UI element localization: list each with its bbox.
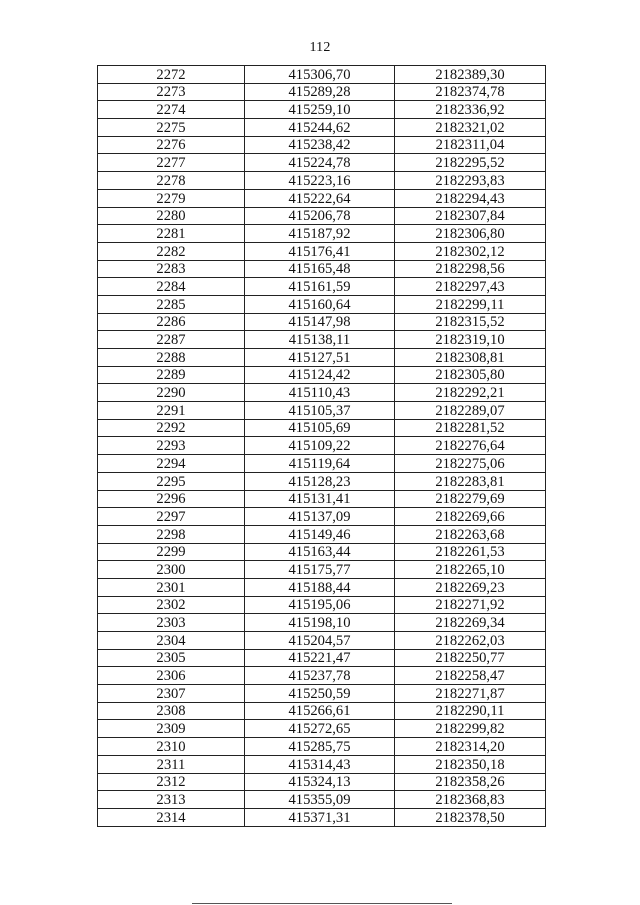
- point-number-cell: 2300: [98, 561, 245, 579]
- coordinates-table-body: [98, 66, 546, 827]
- page-number: 112: [309, 40, 331, 55]
- point-number-cell: 2289: [98, 366, 245, 384]
- table-row: [98, 101, 546, 119]
- bottom-rule: [192, 903, 452, 904]
- point-number-cell: 2307: [98, 685, 245, 703]
- y-coordinate-cell: 2182308,81: [395, 349, 546, 367]
- y-coordinate-cell: 2182276,64: [395, 437, 546, 455]
- x-coordinate-cell: 415371,31: [245, 808, 395, 826]
- x-coordinate-cell: 415160,64: [245, 295, 395, 313]
- y-coordinate-cell: 2182302,12: [395, 242, 546, 260]
- table-row: [98, 189, 546, 207]
- y-coordinate-cell: 2182263,68: [395, 525, 546, 543]
- table-row: [98, 207, 546, 225]
- point-number-cell: 2275: [98, 119, 245, 137]
- point-number-cell: 2297: [98, 508, 245, 526]
- coordinates-table: [97, 65, 546, 827]
- x-coordinate-cell: 415109,22: [245, 437, 395, 455]
- x-coordinate-cell: 415238,42: [245, 136, 395, 154]
- table-row: [98, 366, 546, 384]
- y-coordinate-cell: 2182290,11: [395, 702, 546, 720]
- table-row: [98, 154, 546, 172]
- x-coordinate-cell: 415314,43: [245, 755, 395, 773]
- point-number-cell: 2273: [98, 83, 245, 101]
- x-coordinate-cell: 415163,44: [245, 543, 395, 561]
- y-coordinate-cell: 2182299,82: [395, 720, 546, 738]
- y-coordinate-cell: 2182279,69: [395, 490, 546, 508]
- y-coordinate-cell: 2182262,03: [395, 632, 546, 650]
- point-number-cell: 2292: [98, 419, 245, 437]
- y-coordinate-cell: 2182378,50: [395, 808, 546, 826]
- y-coordinate-cell: 2182289,07: [395, 402, 546, 420]
- table-row: [98, 331, 546, 349]
- x-coordinate-cell: 415105,37: [245, 402, 395, 420]
- x-coordinate-cell: 415237,78: [245, 667, 395, 685]
- x-coordinate-cell: 415165,48: [245, 260, 395, 278]
- table-row: [98, 278, 546, 296]
- point-number-cell: 2304: [98, 632, 245, 650]
- x-coordinate-cell: 415222,64: [245, 189, 395, 207]
- x-coordinate-cell: 415188,44: [245, 578, 395, 596]
- table-row: [98, 455, 546, 473]
- table-row: [98, 490, 546, 508]
- point-number-cell: 2284: [98, 278, 245, 296]
- table-row: [98, 349, 546, 367]
- x-coordinate-cell: 415137,09: [245, 508, 395, 526]
- x-coordinate-cell: 415195,06: [245, 596, 395, 614]
- x-coordinate-cell: 415223,16: [245, 172, 395, 190]
- point-number-cell: 2283: [98, 260, 245, 278]
- point-number-cell: 2298: [98, 525, 245, 543]
- table-row: [98, 578, 546, 596]
- table-row: [98, 773, 546, 791]
- y-coordinate-cell: 2182305,80: [395, 366, 546, 384]
- point-number-cell: 2294: [98, 455, 245, 473]
- y-coordinate-cell: 2182261,53: [395, 543, 546, 561]
- x-coordinate-cell: 415119,64: [245, 455, 395, 473]
- table-row: [98, 384, 546, 402]
- point-number-cell: 2291: [98, 402, 245, 420]
- x-coordinate-cell: 415149,46: [245, 525, 395, 543]
- y-coordinate-cell: 2182283,81: [395, 472, 546, 490]
- table-row: [98, 791, 546, 809]
- table-row: [98, 313, 546, 331]
- point-number-cell: 2282: [98, 242, 245, 260]
- x-coordinate-cell: 415259,10: [245, 101, 395, 119]
- y-coordinate-cell: 2182311,04: [395, 136, 546, 154]
- point-number-cell: 2279: [98, 189, 245, 207]
- point-number-cell: 2301: [98, 578, 245, 596]
- x-coordinate-cell: 415221,47: [245, 649, 395, 667]
- x-coordinate-cell: 415198,10: [245, 614, 395, 632]
- table-row: [98, 295, 546, 313]
- point-number-cell: 2276: [98, 136, 245, 154]
- table-row: [98, 685, 546, 703]
- table-row: [98, 561, 546, 579]
- point-number-cell: 2314: [98, 808, 245, 826]
- table-row: [98, 66, 546, 84]
- point-number-cell: 2302: [98, 596, 245, 614]
- table-row: [98, 242, 546, 260]
- y-coordinate-cell: 2182350,18: [395, 755, 546, 773]
- y-coordinate-cell: 2182294,43: [395, 189, 546, 207]
- table-row: [98, 702, 546, 720]
- x-coordinate-cell: 415138,11: [245, 331, 395, 349]
- y-coordinate-cell: 2182307,84: [395, 207, 546, 225]
- y-coordinate-cell: 2182319,10: [395, 331, 546, 349]
- y-coordinate-cell: 2182368,83: [395, 791, 546, 809]
- point-number-cell: 2299: [98, 543, 245, 561]
- table-row: [98, 119, 546, 137]
- x-coordinate-cell: 415244,62: [245, 119, 395, 137]
- table-row: [98, 667, 546, 685]
- point-number-cell: 2308: [98, 702, 245, 720]
- y-coordinate-cell: 2182297,43: [395, 278, 546, 296]
- y-coordinate-cell: 2182314,20: [395, 738, 546, 756]
- y-coordinate-cell: 2182281,52: [395, 419, 546, 437]
- x-coordinate-cell: 415127,51: [245, 349, 395, 367]
- x-coordinate-cell: 415161,59: [245, 278, 395, 296]
- x-coordinate-cell: 415131,41: [245, 490, 395, 508]
- x-coordinate-cell: 415124,42: [245, 366, 395, 384]
- table-row: [98, 543, 546, 561]
- point-number-cell: 2280: [98, 207, 245, 225]
- point-number-cell: 2274: [98, 101, 245, 119]
- y-coordinate-cell: 2182275,06: [395, 455, 546, 473]
- point-number-cell: 2313: [98, 791, 245, 809]
- table-row: [98, 508, 546, 526]
- point-number-cell: 2278: [98, 172, 245, 190]
- point-number-cell: 2287: [98, 331, 245, 349]
- table-row: [98, 172, 546, 190]
- point-number-cell: 2290: [98, 384, 245, 402]
- point-number-cell: 2309: [98, 720, 245, 738]
- y-coordinate-cell: 2182299,11: [395, 295, 546, 313]
- x-coordinate-cell: 415176,41: [245, 242, 395, 260]
- point-number-cell: 2312: [98, 773, 245, 791]
- y-coordinate-cell: 2182250,77: [395, 649, 546, 667]
- y-coordinate-cell: 2182271,92: [395, 596, 546, 614]
- x-coordinate-cell: 415187,92: [245, 225, 395, 243]
- x-coordinate-cell: 415250,59: [245, 685, 395, 703]
- table-row: [98, 472, 546, 490]
- point-number-cell: 2303: [98, 614, 245, 632]
- y-coordinate-cell: 2182389,30: [395, 66, 546, 84]
- table-row: [98, 419, 546, 437]
- point-number-cell: 2286: [98, 313, 245, 331]
- y-coordinate-cell: 2182298,56: [395, 260, 546, 278]
- x-coordinate-cell: 415204,57: [245, 632, 395, 650]
- y-coordinate-cell: 2182258,47: [395, 667, 546, 685]
- y-coordinate-cell: 2182271,87: [395, 685, 546, 703]
- table-row: [98, 614, 546, 632]
- point-number-cell: 2295: [98, 472, 245, 490]
- x-coordinate-cell: 415272,65: [245, 720, 395, 738]
- table-row: [98, 260, 546, 278]
- x-coordinate-cell: 415206,78: [245, 207, 395, 225]
- y-coordinate-cell: 2182306,80: [395, 225, 546, 243]
- y-coordinate-cell: 2182321,02: [395, 119, 546, 137]
- x-coordinate-cell: 415266,61: [245, 702, 395, 720]
- x-coordinate-cell: 415110,43: [245, 384, 395, 402]
- point-number-cell: 2310: [98, 738, 245, 756]
- y-coordinate-cell: 2182374,78: [395, 83, 546, 101]
- point-number-cell: 2305: [98, 649, 245, 667]
- table-row: [98, 720, 546, 738]
- point-number-cell: 2272: [98, 66, 245, 84]
- x-coordinate-cell: 415324,13: [245, 773, 395, 791]
- table-row: [98, 649, 546, 667]
- table-row: [98, 83, 546, 101]
- point-number-cell: 2288: [98, 349, 245, 367]
- point-number-cell: 2285: [98, 295, 245, 313]
- y-coordinate-cell: 2182269,66: [395, 508, 546, 526]
- y-coordinate-cell: 2182265,10: [395, 561, 546, 579]
- table-row: [98, 136, 546, 154]
- x-coordinate-cell: 415147,98: [245, 313, 395, 331]
- table-row: [98, 808, 546, 826]
- x-coordinate-cell: 415128,23: [245, 472, 395, 490]
- x-coordinate-cell: 415224,78: [245, 154, 395, 172]
- y-coordinate-cell: 2182269,34: [395, 614, 546, 632]
- x-coordinate-cell: 415285,75: [245, 738, 395, 756]
- table-row: [98, 632, 546, 650]
- y-coordinate-cell: 2182358,26: [395, 773, 546, 791]
- x-coordinate-cell: 415355,09: [245, 791, 395, 809]
- y-coordinate-cell: 2182315,52: [395, 313, 546, 331]
- y-coordinate-cell: 2182336,92: [395, 101, 546, 119]
- table-row: [98, 755, 546, 773]
- point-number-cell: 2296: [98, 490, 245, 508]
- y-coordinate-cell: 2182295,52: [395, 154, 546, 172]
- table-row: [98, 596, 546, 614]
- x-coordinate-cell: 415306,70: [245, 66, 395, 84]
- x-coordinate-cell: 415105,69: [245, 419, 395, 437]
- point-number-cell: 2277: [98, 154, 245, 172]
- point-number-cell: 2311: [98, 755, 245, 773]
- table-row: [98, 402, 546, 420]
- point-number-cell: 2293: [98, 437, 245, 455]
- y-coordinate-cell: 2182293,83: [395, 172, 546, 190]
- table-row: [98, 525, 546, 543]
- table-row: [98, 225, 546, 243]
- point-number-cell: 2306: [98, 667, 245, 685]
- table-row: [98, 738, 546, 756]
- y-coordinate-cell: 2182292,21: [395, 384, 546, 402]
- x-coordinate-cell: 415289,28: [245, 83, 395, 101]
- table-row: [98, 437, 546, 455]
- x-coordinate-cell: 415175,77: [245, 561, 395, 579]
- point-number-cell: 2281: [98, 225, 245, 243]
- y-coordinate-cell: 2182269,23: [395, 578, 546, 596]
